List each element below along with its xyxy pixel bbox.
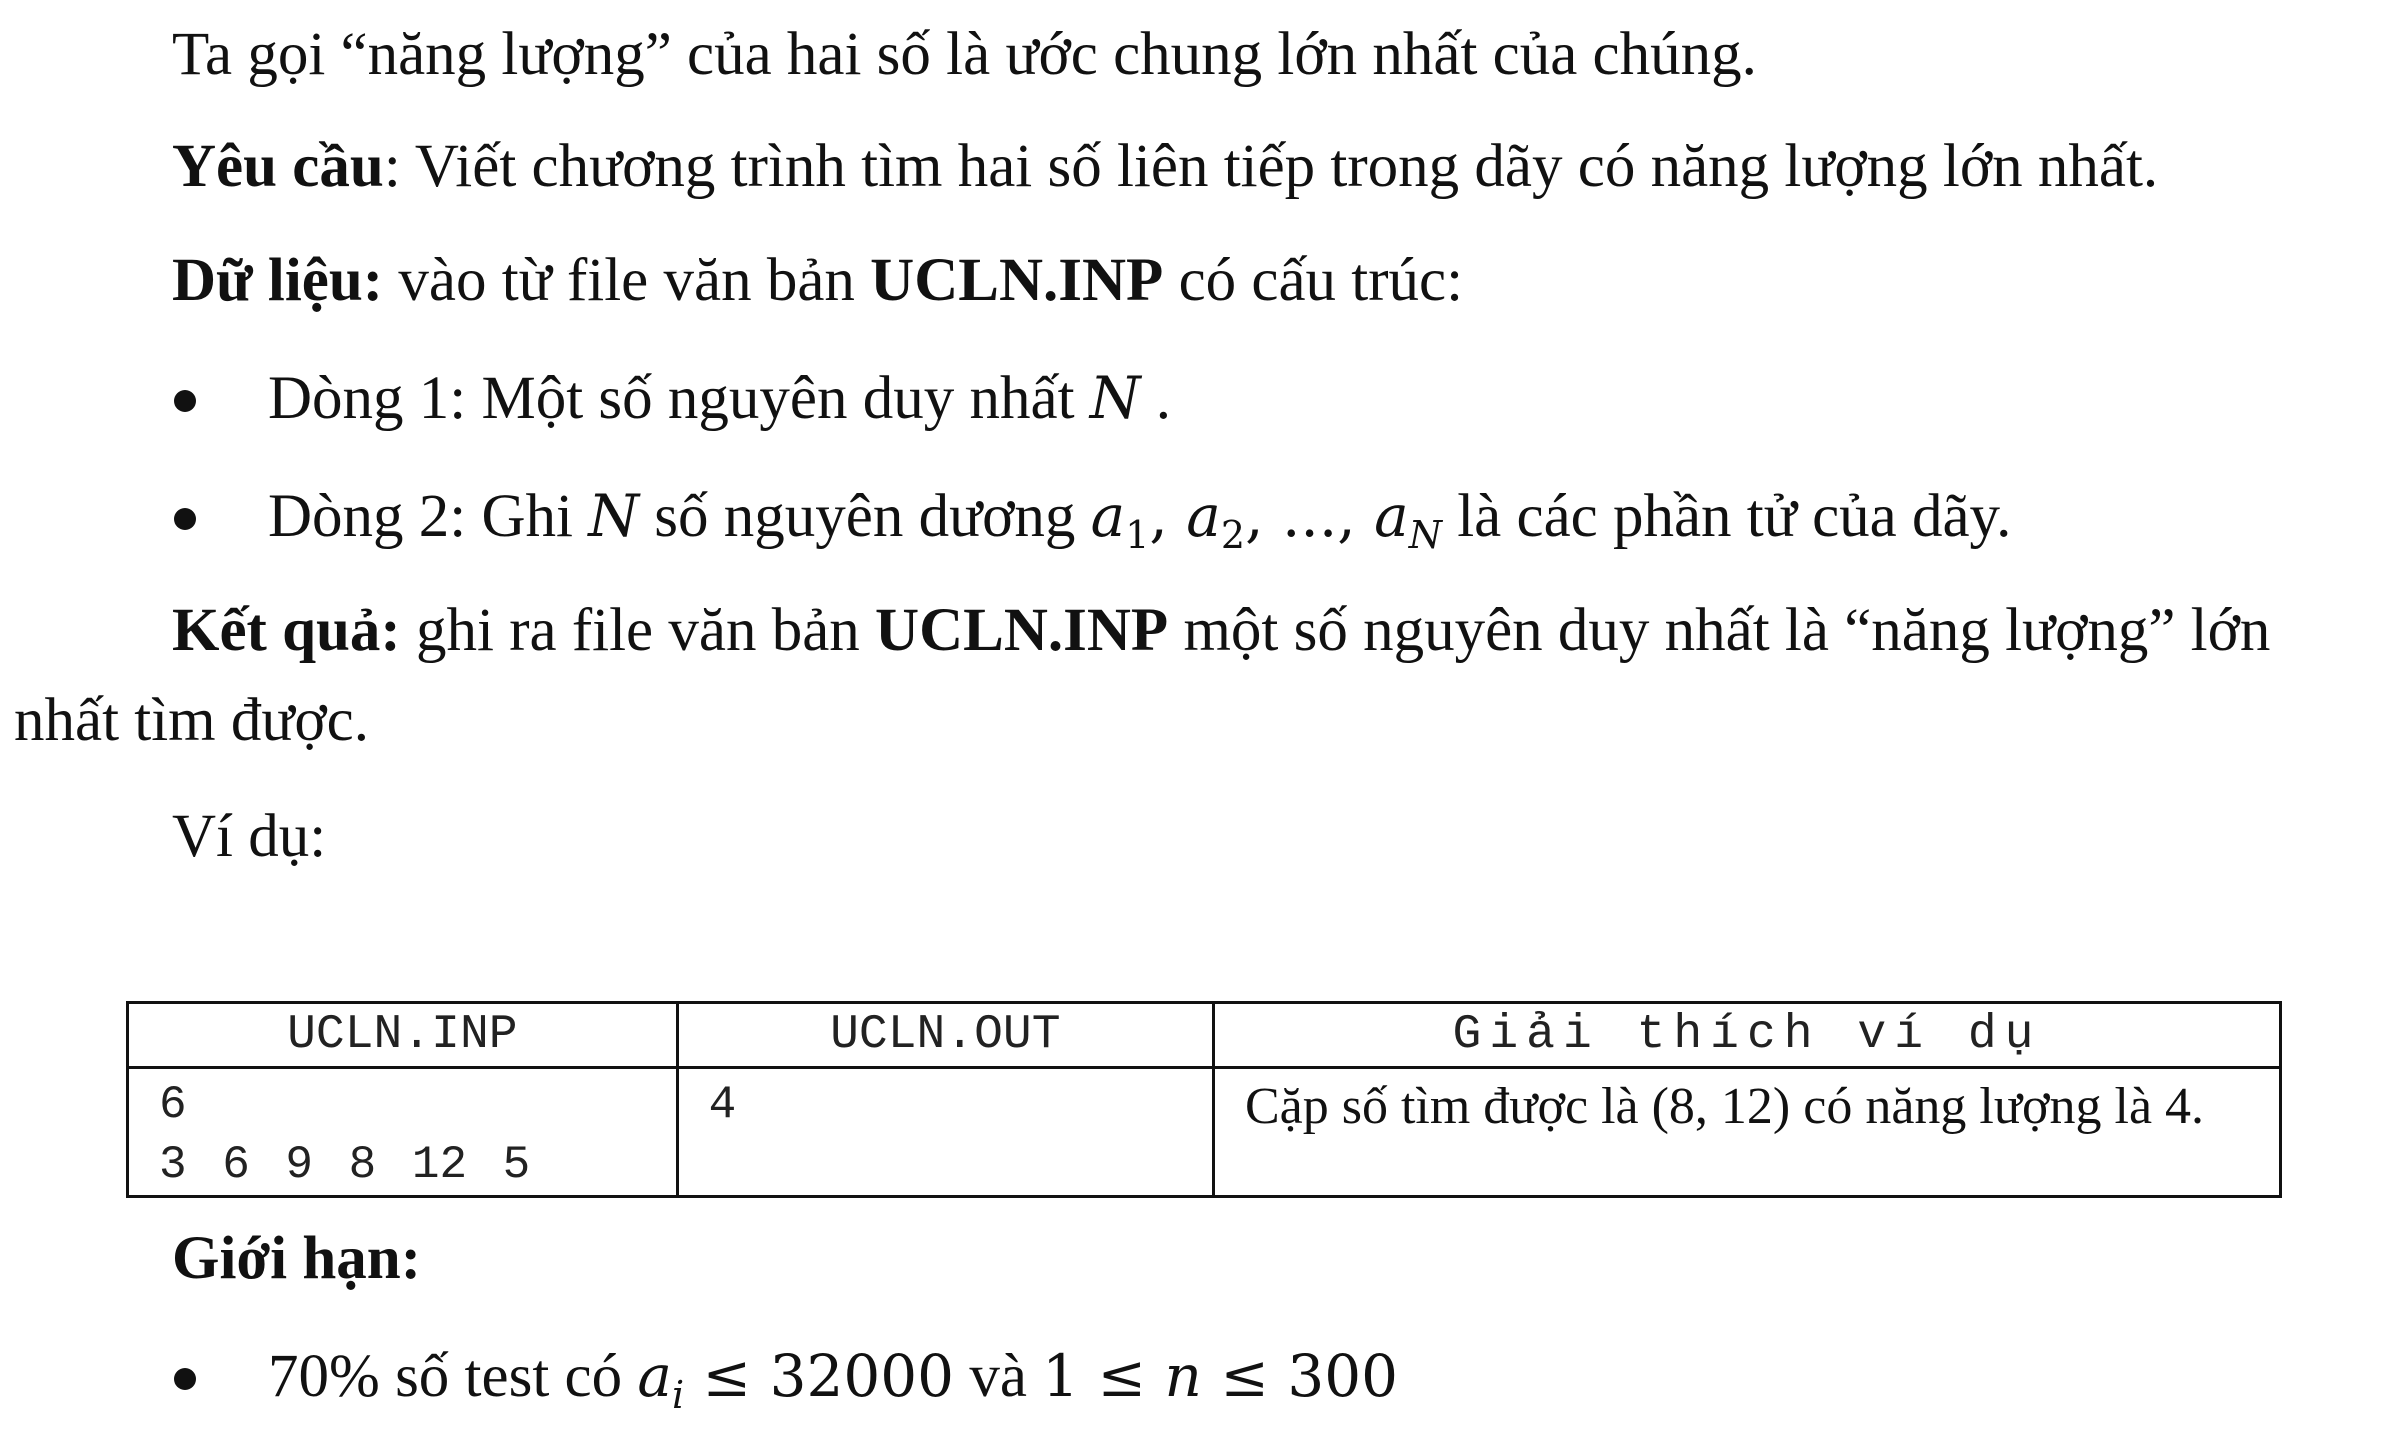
output-text-after: một số nguyên duy nhất là “năng lượng” lớn <box>1168 597 2271 664</box>
input-line-2-var: N <box>588 482 639 550</box>
input-line-2-middle: số nguyên dương <box>639 483 1091 550</box>
header-input-file: UCLN.INP <box>128 1003 678 1068</box>
cell-explanation <box>1213 1068 2280 1197</box>
output-value: 4 <box>708 1079 737 1131</box>
input-paragraph <box>172 247 1464 314</box>
input-line-1-prefix: Dòng 1: Một số nguyên duy nhất <box>268 365 1090 432</box>
bullet-icon <box>174 390 196 412</box>
sequence-a1: $a_1$ <box>1090 482 1150 557</box>
table-header-row <box>128 1003 2281 1068</box>
output-label: Kết quả: <box>172 597 401 664</box>
input-line-1 <box>268 364 1172 432</box>
cell-input <box>128 1068 678 1197</box>
input-text-after: có cấu trúc: <box>1163 247 1464 314</box>
table-row <box>128 1068 2281 1197</box>
limits-label: Giới hạn: <box>172 1225 422 1292</box>
output-continuation: nhất tìm được. <box>14 687 370 754</box>
limits-item-middle: và <box>954 1343 1043 1410</box>
input-text-before: vào từ file văn bản <box>383 247 871 314</box>
bullet-icon <box>174 1368 196 1390</box>
cell-output <box>677 1068 1213 1197</box>
input-line-1-var: N <box>1089 364 1141 432</box>
input-line-2: Dòng 2: Ghi N số nguyên dương $a_1$, $a_2$, ..., $a_N$ là các phần tử của dãy. <box>268 482 2012 557</box>
input-line-2-prefix: Dòng 2: Ghi <box>268 483 589 550</box>
intro-text: Ta gọi “năng lượng” của hai số là ước chung lớn nhất của chúng. <box>172 21 1757 88</box>
header-explanation: Giải thích ví dụ <box>1213 1003 2280 1068</box>
requirement-paragraph <box>172 133 2159 200</box>
bullet-icon <box>174 508 196 530</box>
limits-cond2-start: 1 ≤ <box>1042 1342 1165 1410</box>
example-label: Ví dụ: <box>172 803 327 870</box>
output-file-name: UCLN.INP <box>875 597 1169 664</box>
limits-item: 70% số test có $a_i \le 32000$ và 1 ≤ n ≤ 300 <box>268 1342 1399 1417</box>
requirement-label: Yêu cầu <box>172 133 384 200</box>
requirement-text: : Viết chương trình tìm hai số liên tiếp trong dãy có năng lượng lớn nhất. <box>383 133 2159 200</box>
output-paragraph <box>172 597 2271 664</box>
input-line: 3 6 9 8 12 5 <box>159 1139 531 1191</box>
output-text-before: ghi ra file văn bản <box>400 597 876 664</box>
input-line-1-suffix: . <box>1140 365 1172 432</box>
sequence-aN: $a_N$ <box>1374 482 1442 557</box>
limits-item-prefix: 70% số test có <box>268 1343 638 1410</box>
explanation-text: Cặp số tìm được là (8, 12) có năng lượng là 4. <box>1244 1078 2205 1135</box>
example-table <box>126 1001 2282 1198</box>
input-line: 6 <box>159 1079 187 1131</box>
input-label: Dữ liệu: <box>172 247 384 314</box>
input-line-2-suffix: là các phần tử của dãy. <box>1441 483 2012 550</box>
sequence-a2: $a_2$ <box>1186 482 1246 557</box>
limit-a-i: $a_i$ <box>637 1342 685 1417</box>
input-file-name: UCLN.INP <box>870 247 1164 314</box>
header-output-file: UCLN.OUT <box>677 1003 1213 1068</box>
